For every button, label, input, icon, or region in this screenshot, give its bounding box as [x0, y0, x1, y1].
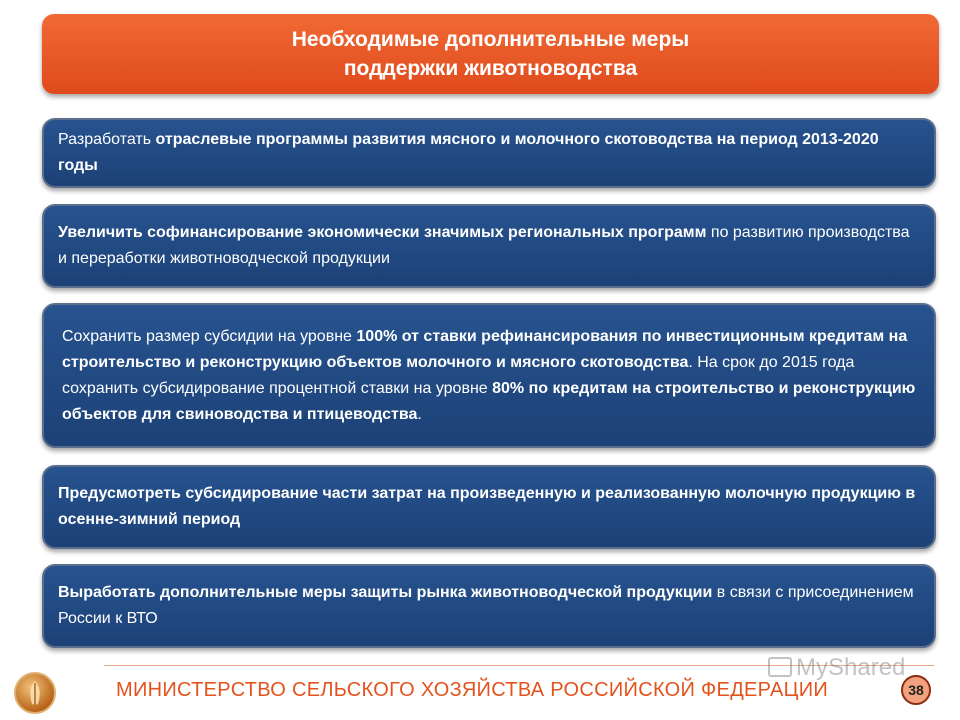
watermark-icon [768, 657, 792, 677]
watermark-text: MyShared [796, 654, 906, 681]
measure-box-3 [42, 303, 936, 448]
measure-box-1 [42, 118, 936, 188]
watermark [768, 654, 905, 682]
measure-4-bold-1: Предусмотреть субсидирование части затрат на произведенную и реализованную молочную продукцию в осенне-зимний период [58, 485, 916, 528]
wheat-emblem-icon [16, 674, 54, 712]
measure-box-2 [42, 204, 936, 288]
measure-text-3 [62, 324, 920, 428]
measure-5-bold-1: Выработать дополнительные меры защиты рынка животноводческой продукции [58, 584, 713, 601]
measure-text-4 [58, 481, 920, 533]
measure-3-bold-1: 100% от ставки рефинансирования по инвестиционным кредитам на строительство и реконструкцию объектов молочного и мясного скотоводства [62, 327, 908, 371]
measure-2-bold-1: Увеличить софинансирование экономически значимых региональных программ [58, 224, 707, 241]
measure-box-4 [42, 465, 936, 549]
page-number-badge [901, 675, 931, 705]
measure-box-5 [42, 564, 936, 648]
measure-3-plain-2: . На срок до 2015 года сохранить субсидирование процентной ставки на уровне [62, 353, 855, 397]
title-line-2: поддержки животноводства [343, 57, 638, 80]
measure-5-plain-1: в связи с присоединением России к ВТО [58, 584, 914, 627]
title-line-1: Необходимые дополнительные меры [291, 28, 690, 51]
measure-1-bold-1: отраслевые программы развития мясного и молочного скотоводства на период 2013-2020 годы [58, 131, 879, 174]
slide-title [42, 14, 939, 94]
measure-text-2 [58, 220, 920, 272]
measure-3-plain-1: Сохранить размер субсидии на уровне [62, 327, 357, 345]
measure-3-bold-2: 80% по кредитам на строительство и реконструкцию объектов для свиноводства и птицеводства [62, 379, 916, 423]
measure-text-1 [58, 127, 920, 179]
measure-2-plain-1: по развитию производства и переработки животноводческой продукции [58, 224, 910, 267]
ministry-logo-icon [14, 672, 56, 714]
measure-3-plain-3: . [417, 405, 422, 423]
page-number: 38 [908, 682, 924, 698]
measure-text-5 [58, 580, 920, 632]
ministry-name: МИНИСТЕРСТВО СЕЛЬСКОГО ХОЗЯЙСТВА РОССИЙСКОЙ ФЕДЕРАЦИИ [116, 679, 829, 701]
measure-1-plain-1: Разработать [58, 131, 156, 148]
